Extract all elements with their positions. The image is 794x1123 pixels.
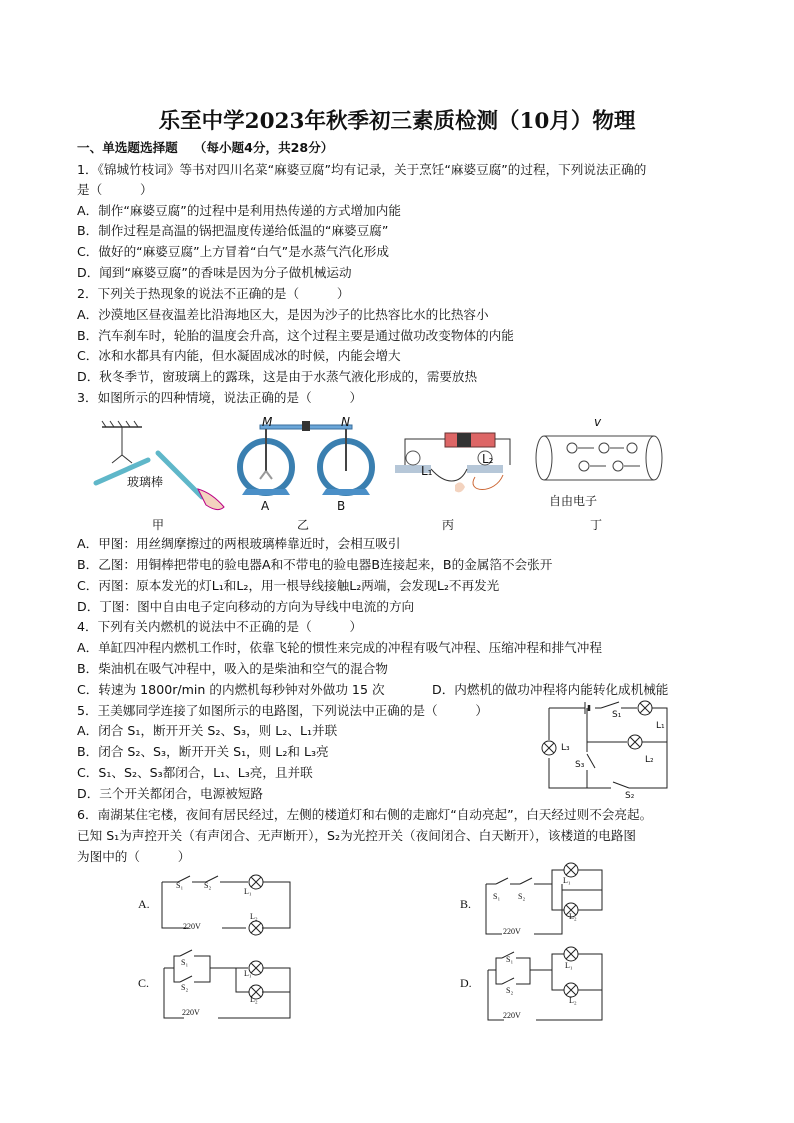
q1-option-c: C．做好的“麻婆豆腐”上方冒着“白气”是水蒸气汽化形成 bbox=[77, 244, 389, 259]
q6-d-s1: S₁ bbox=[506, 955, 514, 964]
q6-b-s1: S₁ bbox=[493, 892, 501, 901]
q6-b-voltage: 220V bbox=[503, 927, 521, 936]
q6-d-voltage: 220V bbox=[503, 1011, 521, 1020]
q5-option-a: A．闭合 S₁，断开开关 S₂、S₃，则 L₂、L₁并联 bbox=[77, 723, 338, 738]
q4-option-d: D．内燃机的做功冲程将内能转化成机械能 bbox=[432, 682, 669, 697]
q6-circuit-d bbox=[482, 940, 612, 1030]
q3-caption-jia: 甲 bbox=[152, 518, 165, 532]
q6-c-l2: L₂ bbox=[250, 995, 258, 1004]
q5-option-c: C．S₁、S₂、S₃都闭合，L₁、L₃亮，且并联 bbox=[77, 765, 313, 780]
q6-c-s1: S₁ bbox=[181, 958, 189, 967]
q2-option-d: D．秋冬季节，窗玻璃上的露珠，这是由于水蒸气液化形成的，需要放热 bbox=[77, 369, 478, 384]
q1-option-d: D．闻到“麻婆豆腐”的香味是因为分子做机械运动 bbox=[77, 265, 352, 280]
q3-figure-jia bbox=[90, 415, 240, 515]
q3-option-a: A．甲图：用丝绸摩擦过的两根玻璃棒靠近时，会相互吸引 bbox=[77, 536, 401, 551]
q6-option-c-label: C. bbox=[138, 976, 150, 990]
q3-figure-bing bbox=[385, 425, 525, 510]
q6-stem-line1: 6．南湖某住宅楼，夜间有居民经过，左侧的楼道灯和右侧的走廊灯“自动亮起”，白天经过则不会亮起。 bbox=[77, 807, 653, 822]
q3-figure-ding bbox=[532, 430, 672, 490]
q2-option-c: C．冰和水都具有内能，但水凝固成冰的时候，内能会增大 bbox=[77, 348, 401, 363]
q6-a-s1: S₁ bbox=[176, 881, 184, 890]
q6-option-d-label: D. bbox=[460, 976, 472, 990]
q5-option-b: B．闭合 S₂、S₃，断开开关 S₁，则 L₂和 L₃亮 bbox=[77, 744, 329, 759]
section-note: （每小题4分，共28分） bbox=[193, 140, 334, 155]
q3-label-n: N bbox=[341, 415, 350, 429]
q5-circuit bbox=[537, 700, 677, 800]
q5-label-l1: L₁ bbox=[656, 721, 665, 731]
q6-b-s2: S₂ bbox=[518, 892, 526, 901]
q5-label-s2: S₂ bbox=[625, 791, 635, 801]
q1-option-b: B．制作过程是高温的锅把温度传递给低温的“麻婆豆腐” bbox=[77, 223, 389, 238]
q5-label-l3: L₃ bbox=[561, 743, 570, 753]
section-name: 一、单选题选择题 bbox=[77, 140, 178, 155]
q6-c-l1: L₁ bbox=[244, 969, 252, 978]
q3-option-d: D．丁图：图中自由电子定向移动的方向为导线中电流的方向 bbox=[77, 599, 415, 614]
q6-a-l1: L₁ bbox=[244, 887, 252, 896]
q1-option-a: A．制作“麻婆豆腐”的过程中是利用热传递的方式增加内能 bbox=[77, 203, 401, 218]
page-title: 乐至中学2023年秋季初三素质检测（10月）物理 bbox=[158, 109, 636, 134]
q6-stem-line3: 为图中的（ ） bbox=[77, 849, 191, 864]
q3-caption-bing: 丙 bbox=[442, 518, 455, 532]
q3-label-v: v bbox=[594, 415, 602, 429]
q6-stem-line2: 已知 S₁为声控开关（有声闭合、无声断开），S₂为光控开关（夜间闭合、白天断开），该楼道的电路图 bbox=[77, 828, 637, 843]
q5-label-s3: S₃ bbox=[575, 760, 585, 770]
q6-a-l2: L₂ bbox=[250, 912, 258, 921]
q6-a-s2: S₂ bbox=[204, 881, 212, 890]
q5-stem: 5．王美娜同学连接了如图所示的电路图，下列说法中正确的是（ ） bbox=[77, 703, 489, 718]
q3-option-c: C．丙图：原本发光的灯L₁和L₂，用一根导线接触L₂两端，会发现L₂不再发光 bbox=[77, 578, 500, 593]
q3-label-l2: L₂ bbox=[482, 452, 494, 466]
q4-option-a: A．单缸四冲程内燃机工作时，依靠飞轮的惯性来完成的冲程有吸气冲程、压缩冲程和排气冲程 bbox=[77, 640, 602, 655]
q4-option-b: B．柴油机在吸气冲程中，吸入的是柴油和空气的混合物 bbox=[77, 661, 388, 676]
q5-label-s1: S₁ bbox=[612, 710, 622, 720]
q6-d-l2: L₂ bbox=[569, 996, 577, 1005]
q6-option-b-label: B. bbox=[460, 897, 472, 911]
section-heading bbox=[77, 139, 333, 156]
q3-option-b: B．乙图：用铜棒把带电的验电器A和不带电的验电器B连接起来，B的金属箔不会张开 bbox=[77, 557, 553, 572]
q4-stem: 4．下列有关内燃机的说法中不正确的是（ ） bbox=[77, 619, 363, 634]
q6-d-l1: L₁ bbox=[565, 961, 573, 970]
q6-option-a-label: A. bbox=[138, 897, 150, 911]
q3-label-rod: 玻璃棒 bbox=[127, 475, 164, 489]
q3-caption-ding: 丁 bbox=[590, 518, 603, 532]
q2-stem: 2．下列关于热现象的说法不正确的是（ ） bbox=[77, 286, 350, 301]
q2-option-a: A．沙漠地区昼夜温差比沿海地区大，是因为沙子的比热容比水的比热容小 bbox=[77, 307, 489, 322]
q6-c-voltage: 220V bbox=[182, 1008, 200, 1017]
q3-label-a: A bbox=[261, 499, 270, 513]
q5-option-d: D．三个开关都闭合，电源被短路 bbox=[77, 786, 264, 801]
q6-a-voltage: 220V bbox=[183, 922, 201, 931]
q3-caption-yi: 乙 bbox=[297, 518, 310, 532]
q6-circuit-b bbox=[482, 862, 612, 944]
q5-label-l2: L₂ bbox=[645, 755, 654, 765]
q6-b-l1: L₁ bbox=[563, 876, 571, 885]
q3-stem: 3．如图所示的四种情境，说法正确的是（ ） bbox=[77, 390, 363, 405]
q3-figure-yi bbox=[232, 413, 382, 513]
q6-c-s2: S₂ bbox=[181, 983, 189, 992]
q3-label-m: M bbox=[262, 415, 273, 429]
q6-b-l2: L₂ bbox=[569, 912, 577, 921]
q3-label-b: B bbox=[337, 499, 346, 513]
q1-stem-line2: 是（ ） bbox=[77, 182, 153, 197]
q3-label-l1: L₁ bbox=[421, 464, 433, 478]
q3-label-electron: 自由电子 bbox=[549, 494, 598, 508]
q1-stem-line1: 1．《锦城竹枝词》等书对四川名菜“麻婆豆腐”均有记录，关于烹饪“麻婆豆腐”的过程，下列说法正确的 bbox=[77, 162, 647, 177]
q2-option-b: B．汽车刹车时，轮胎的温度会升高，这个过程主要是通过做功改变物体的内能 bbox=[77, 328, 514, 343]
q6-d-s2: S₂ bbox=[506, 986, 514, 995]
q4-option-c: C．转速为 1800r/min 的内燃机每秒钟对外做功 15 次 bbox=[77, 682, 385, 697]
